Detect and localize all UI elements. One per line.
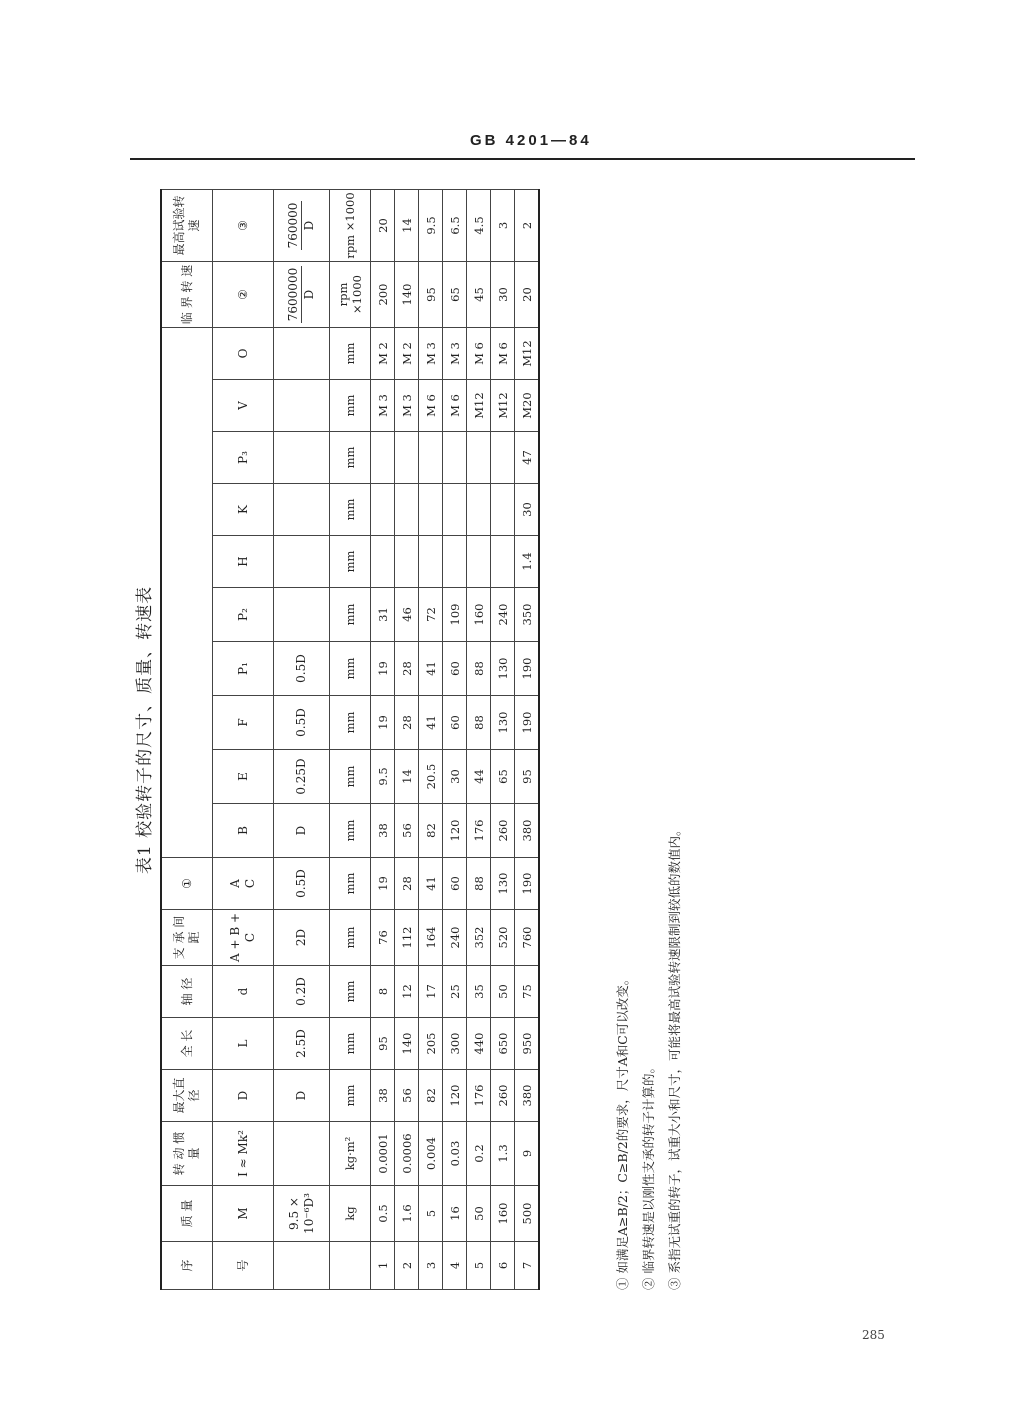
table-cell: 20 [371,190,395,262]
note-line: ② 临界转速是以刚性支承的转子计算的。 [641,1061,656,1290]
table-cell: 44 [467,750,491,804]
unit-cell: mm [330,484,371,536]
unit-row [330,190,371,1290]
header-journal: 轴 径 [161,966,213,1018]
table-cell: 56 [395,1070,419,1122]
table-title: 表1 校验转子的尺寸、质量、转速表 [135,585,155,875]
table-cell: 380 [515,804,540,858]
unit-cell: mm [330,328,371,380]
table-cell [467,432,491,484]
sym-C: C [243,878,257,889]
table-cell: 16 [443,1186,467,1242]
table-cell: 25 [443,966,467,1018]
table-cell: 260 [491,804,515,858]
header-crit: 临 界 转 速 [161,262,213,328]
table-cell: 19 [371,858,395,910]
rotated-table-region [130,190,690,1290]
sym-L: L [213,1018,274,1070]
table-cell [395,536,419,588]
table-cell: 28 [395,858,419,910]
unit-cell: mm [330,966,371,1018]
max-numerator: 760000 [286,202,300,249]
table-cell: 9.5 [371,750,395,804]
table-cell: 3 [419,1242,443,1290]
unit-cell: mm [330,642,371,696]
formula-L: 2.5D [274,1018,330,1070]
formula-K [274,484,330,536]
header-bearing: 支 承 间 距 [161,910,213,966]
table-cell: 240 [491,588,515,642]
table-cell [443,432,467,484]
table-cell [371,484,395,536]
unit-cell: mm [330,1070,371,1122]
crit-denominator: D [302,289,316,300]
unit-row-body [330,190,371,1290]
table-cell: 6.5 [443,190,467,262]
formula-B: D [274,804,330,858]
formula-V [274,380,330,432]
table-notes [610,824,688,1290]
table-cell: 760 [515,910,540,966]
table-cell: 0.0006 [395,1122,419,1186]
table-row [395,190,419,1290]
table-cell: 19 [371,696,395,750]
table-cell: 47 [515,432,540,484]
table-cell: 1 [371,1242,395,1290]
table-cell [491,484,515,536]
table-cell: 0.004 [419,1122,443,1186]
sym-note2: ② [213,262,274,328]
table-cell: 1.6 [395,1186,419,1242]
sym-B: B [213,804,274,858]
formula-P2 [274,588,330,642]
table-cell: 17 [419,966,443,1018]
table-cell: 240 [443,910,467,966]
formula-C: 0.5D [274,858,330,910]
table-cell: 31 [371,588,395,642]
table-cell: 76 [371,910,395,966]
table-cell: 164 [419,910,443,966]
sym-P1: P₁ [213,642,274,696]
table-cell: 88 [467,642,491,696]
table-cell: 88 [467,696,491,750]
table-cell: 6 [491,1242,515,1290]
table-cell: 14 [395,190,419,262]
header-group-row [161,190,213,1290]
table-cell: 190 [515,858,540,910]
sym-AC [213,858,274,910]
sym-M: M [213,1186,274,1242]
table-cell: 130 [491,858,515,910]
table-row [443,190,467,1290]
unit-cell: rpm ×1000 [330,262,371,328]
header-blank [161,328,213,858]
table-cell: 28 [395,696,419,750]
formula-D: D [274,1070,330,1122]
table-cell: 500 [515,1186,540,1242]
sym-H: H [213,536,274,588]
table-cell: 9.5 [419,190,443,262]
formula-seq [274,1242,330,1290]
table-cell: M 2 [371,328,395,380]
formula-max [274,190,330,262]
table-cell: M 2 [395,328,419,380]
header-max-test: 最高试验转速 [161,190,213,262]
table-cell: 440 [467,1018,491,1070]
table-cell: 30 [515,484,540,536]
table-cell: 650 [491,1018,515,1070]
formula-H [274,536,330,588]
rotor-spec-table [160,189,540,1290]
note-line: ① 如满足A≥B/2；C≥B/2的要求，尺寸A和C可以改变。 [615,972,630,1290]
table-cell: 1.3 [491,1122,515,1186]
sym-K: K [213,484,274,536]
header-mass: 质 量 [161,1186,213,1242]
table-cell: 190 [515,642,540,696]
table-cell: 88 [467,858,491,910]
table-cell: 5 [419,1186,443,1242]
sym-P2: P₂ [213,588,274,642]
unit-cell [330,1242,371,1290]
sym-O: O [213,328,274,380]
formula-bearing: 2D [274,910,330,966]
table-cell: 140 [395,1018,419,1070]
table-cell: M 3 [443,328,467,380]
table-cell [467,484,491,536]
table-cell: 176 [467,804,491,858]
crit-numerator: 7600000 [286,267,300,322]
sym-E: E [213,750,274,804]
table-cell: 1.4 [515,536,540,588]
unit-cell: mm [330,432,371,484]
formula-crit [274,262,330,328]
unit-cell: mm [330,380,371,432]
formula-O [274,328,330,380]
table-cell: 82 [419,1070,443,1122]
table-cell: 160 [467,588,491,642]
header-seq: 序 [161,1242,213,1290]
unit-cell: mm [330,536,371,588]
table-cell: 0.0001 [371,1122,395,1186]
standard-code-header: GB 4201—84 [470,132,592,149]
unit-cell: kg·m² [330,1122,371,1186]
sym-P3: P₃ [213,432,274,484]
unit-cell: mm [330,804,371,858]
sym-I: I ≈ Mk² [213,1122,274,1186]
table-cell: 46 [395,588,419,642]
table-cell: 20.5 [419,750,443,804]
table-cell: 14 [395,750,419,804]
table-cell: 60 [443,858,467,910]
table-cell [419,484,443,536]
table-cell: 120 [443,1070,467,1122]
header-rule [130,158,915,160]
table-cell: 380 [515,1070,540,1122]
max-fraction [286,201,317,251]
table-cell: 60 [443,642,467,696]
table-cell: M 6 [491,328,515,380]
table-cell: 4 [443,1242,467,1290]
table-cell: 82 [419,804,443,858]
table-cell [419,536,443,588]
table-cell: 130 [491,696,515,750]
table-cell: 41 [419,642,443,696]
table-cell: 65 [491,750,515,804]
table-cell [395,484,419,536]
table-wrapper [160,190,540,1290]
table-cell: 19 [371,642,395,696]
table-cell: 50 [467,1186,491,1242]
header-inertia: 转 动 惯 量 [161,1122,213,1186]
unit-cell: kg [330,1186,371,1242]
table-cell: 38 [371,1070,395,1122]
formula-E: 0.25D [274,750,330,804]
max-denominator: D [302,220,316,231]
header-max-dia: 最大直径 [161,1070,213,1122]
table-cell: M12 [491,380,515,432]
formula-P1: 0.5D [274,642,330,696]
table-cell: 4.5 [467,190,491,262]
table-cell: 200 [371,262,395,328]
table-row [467,190,491,1290]
formula-P3 [274,432,330,484]
table-cell: 3 [491,190,515,262]
sym-V: V [213,380,274,432]
table-cell: 8 [371,966,395,1018]
table-cell: 109 [443,588,467,642]
table-cell [467,536,491,588]
table-cell: M12 [515,328,540,380]
formula-I [274,1122,330,1186]
table-cell: 120 [443,804,467,858]
unit-cell: mm [330,696,371,750]
table-cell: 2 [515,190,540,262]
table-cell: M 6 [419,380,443,432]
unit-cell: mm [330,858,371,910]
table-cell: 72 [419,588,443,642]
table-cell: 56 [395,804,419,858]
table-cell: 28 [395,642,419,696]
table-cell [395,432,419,484]
table-row [491,190,515,1290]
table-cell: 12 [395,966,419,1018]
table-cell: 45 [467,262,491,328]
table-cell: 190 [515,696,540,750]
unit-cell: rpm ×1000 [330,190,371,262]
table-cell: 352 [467,910,491,966]
table-cell: 2 [395,1242,419,1290]
table-cell: M 6 [443,380,467,432]
table-cell: 95 [419,262,443,328]
table-cell: M20 [515,380,540,432]
table-cell [443,484,467,536]
table-cell: 30 [491,262,515,328]
table-cell: 9 [515,1122,540,1186]
table-cell: 0.2 [467,1122,491,1186]
formula-d: 0.2D [274,966,330,1018]
table-cell: 112 [395,910,419,966]
table-cell: 520 [491,910,515,966]
data-rows-body [371,190,540,1290]
table-cell: 176 [467,1070,491,1122]
sym-d: d [213,966,274,1018]
header-note1: ① [161,858,213,910]
table-cell: 140 [395,262,419,328]
sym-bearing: A + B + C [213,910,274,966]
table-cell: M 3 [371,380,395,432]
table-row [371,190,395,1290]
table-cell: 38 [371,804,395,858]
sym-A: A [228,879,242,888]
table-cell: M 3 [395,380,419,432]
table-cell: 0.03 [443,1122,467,1186]
formula-M: 9.5 × 10⁻⁶D³ [274,1186,330,1242]
table-cell: 75 [515,966,540,1018]
table-cell: 160 [491,1186,515,1242]
formula-F: 0.5D [274,696,330,750]
table-cell: 41 [419,696,443,750]
table-cell [443,536,467,588]
table-cell: 950 [515,1018,540,1070]
table-cell: 50 [491,966,515,1018]
table-cell: 41 [419,858,443,910]
unit-cell: mm [330,588,371,642]
unit-cell: mm [330,910,371,966]
table-cell [491,432,515,484]
table-cell: M 6 [467,328,491,380]
note-line: ③ 系指无试重的转子，试重大小和尺寸，可能将最高试验转速限制到较低的数值内。 [667,823,682,1290]
sym-seq: 号 [213,1242,274,1290]
table-cell: 0.5 [371,1186,395,1242]
table-cell: 300 [443,1018,467,1070]
unit-cell: mm [330,1018,371,1070]
table-cell: M 3 [419,328,443,380]
table-cell: 260 [491,1070,515,1122]
header-total-len: 全 长 [161,1018,213,1070]
table-row [419,190,443,1290]
table-cell: 30 [443,750,467,804]
table-cell [371,536,395,588]
table-cell: 65 [443,262,467,328]
table-row [515,190,540,1290]
table-cell [371,432,395,484]
header-formula-row [274,190,330,1290]
table-cell: 95 [371,1018,395,1070]
table-cell: 35 [467,966,491,1018]
table-cell [491,536,515,588]
sym-F: F [213,696,274,750]
sym-D: D [213,1070,274,1122]
crit-fraction [286,266,317,323]
table-cell: 350 [515,588,540,642]
table-cell: 7 [515,1242,540,1290]
table-cell: 5 [467,1242,491,1290]
table-cell: 130 [491,642,515,696]
table-cell: 205 [419,1018,443,1070]
unit-cell: mm [330,750,371,804]
table-cell: 95 [515,750,540,804]
table-cell: 20 [515,262,540,328]
table-cell [419,432,443,484]
header-symbol-row [213,190,274,1290]
sym-note3: ③ [213,190,274,262]
table-cell: M12 [467,380,491,432]
table-cell: 60 [443,696,467,750]
page-number: 285 [862,1328,885,1342]
